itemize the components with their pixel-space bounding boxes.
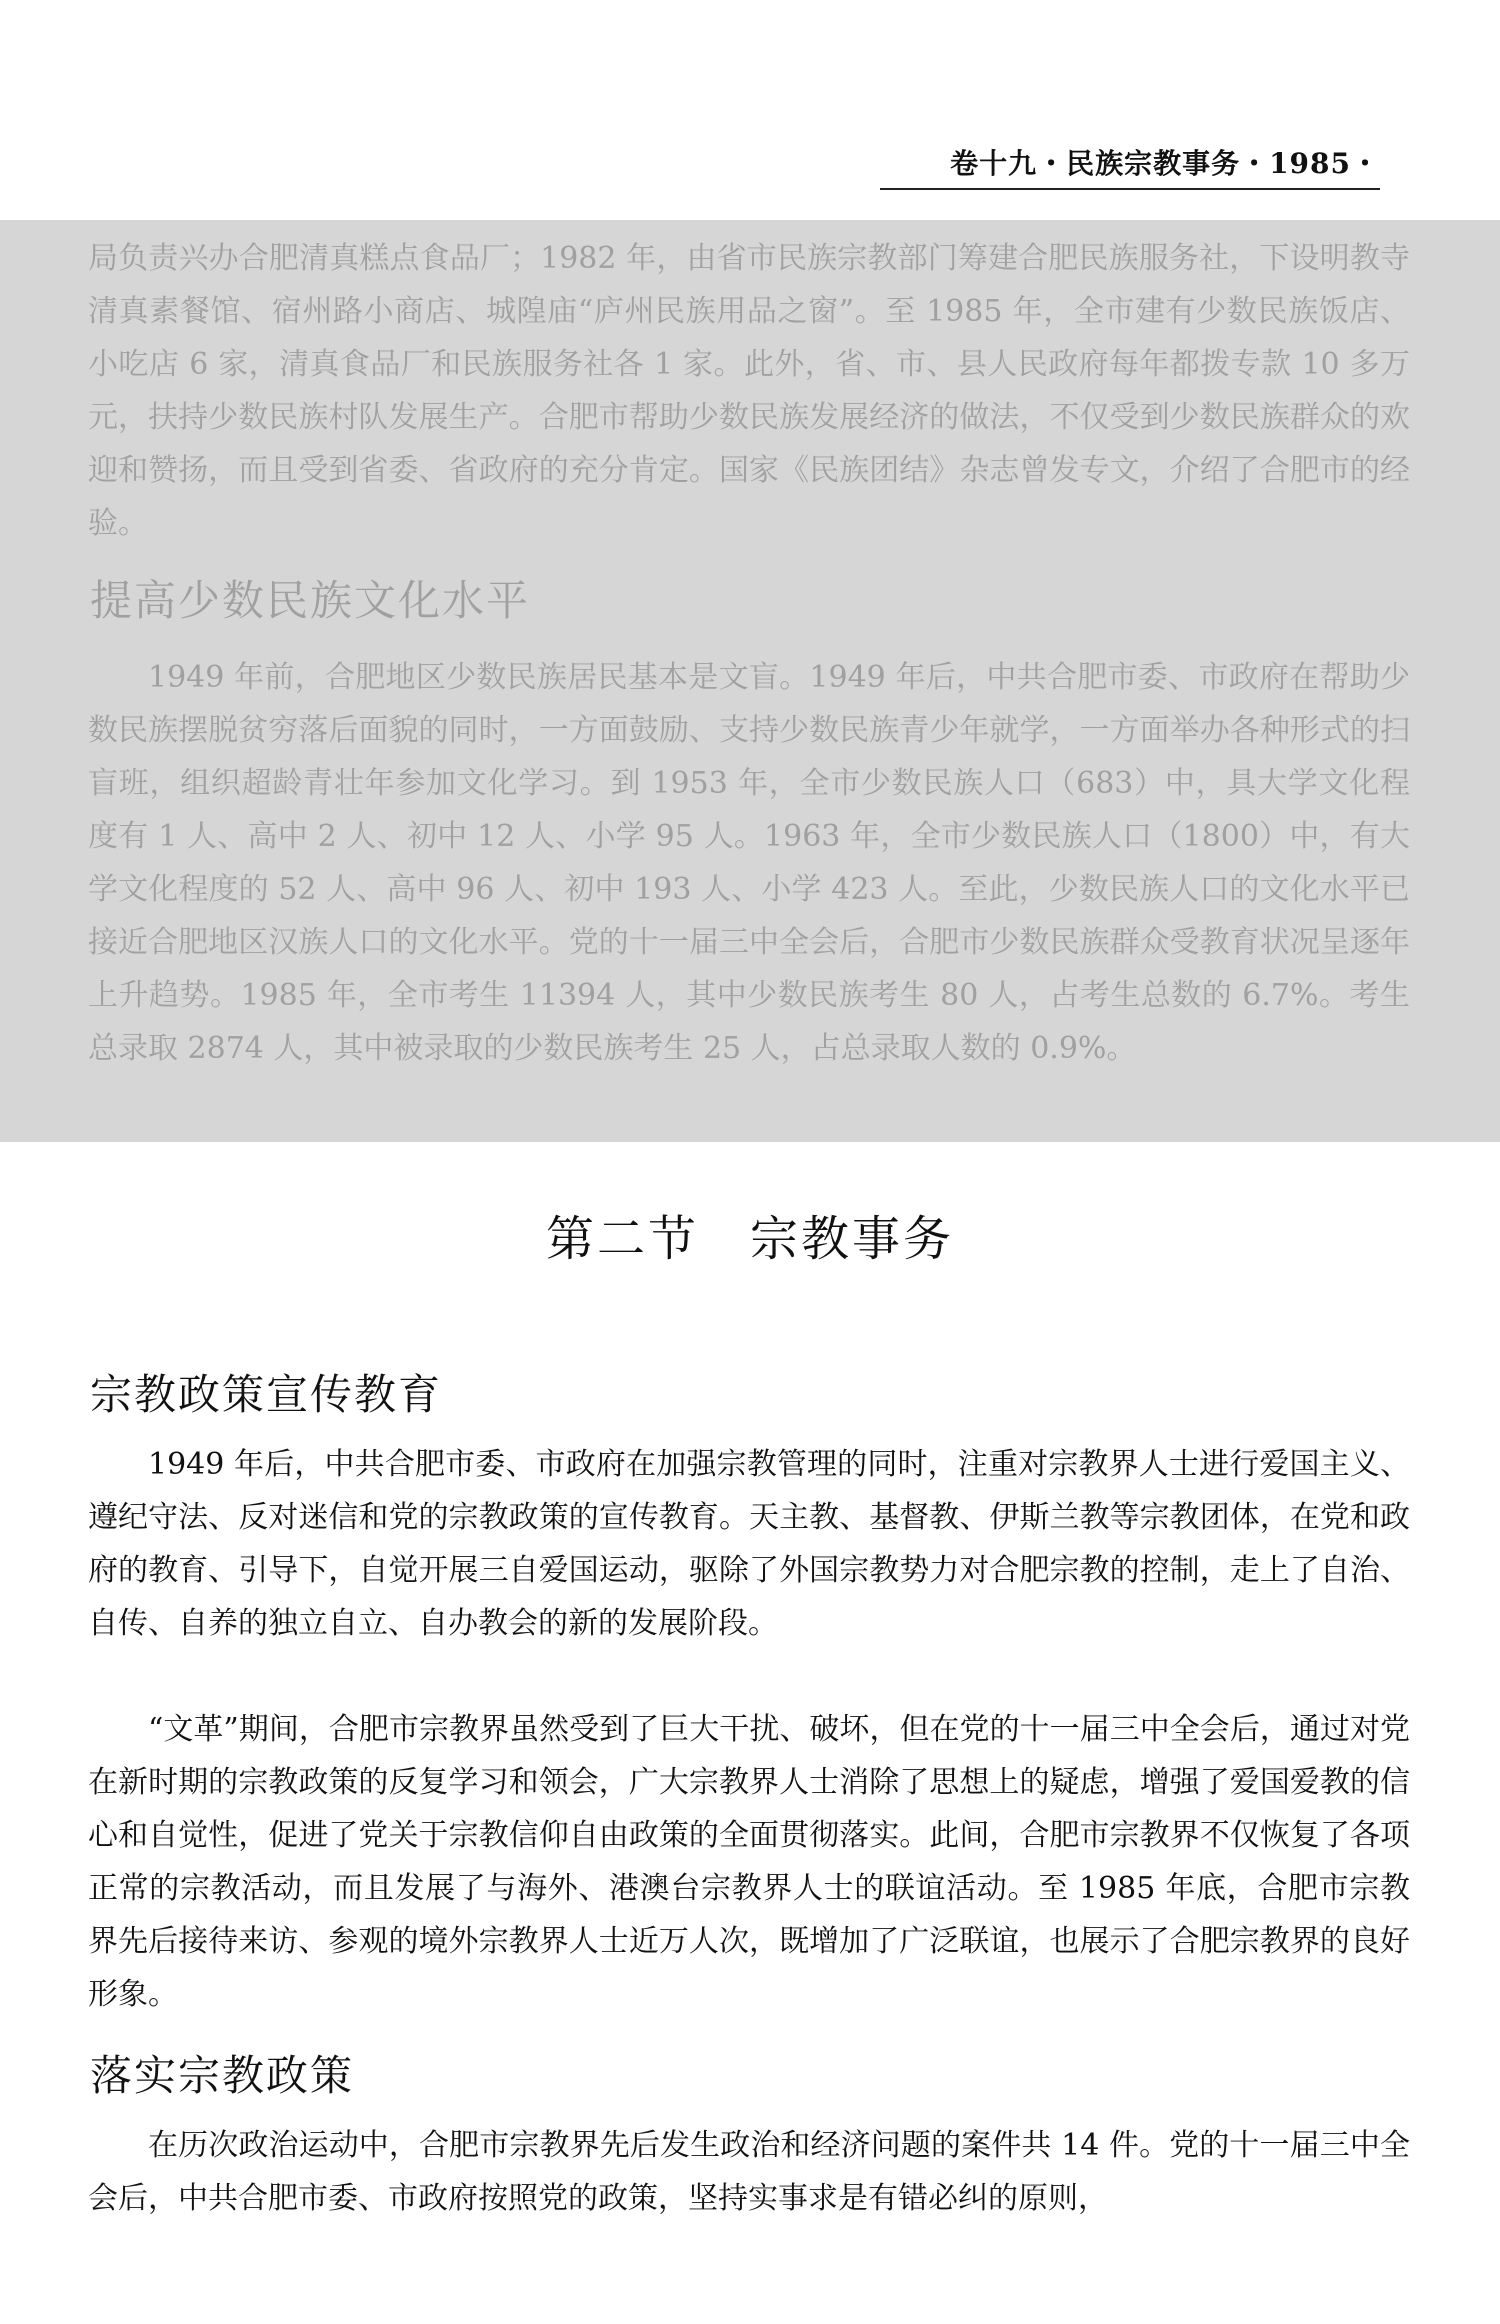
paragraph-economy: 局负责兴办合肥清真糕点食品厂；1982 年，由省市民族宗教部门筹建合肥民族服务社，下设明教寺清真素餐馆、宿州路小商店、城隍庙“庐州民族用品之窗”。至 1985 年，全市建有少数民族饭店、小吃店 6 家，清真食品厂和民族服务社各 1 家。此外，省、市、县人民政府每年都拨专款 10 多万元，扶持少数民族村队发展生产。合肥市帮助少数民族发展经济的做法，不仅受到少数民族群众的欢迎和赞扬，而且受到省委、省政府的充分肯定。国家《民族团结》杂志曾发专文，介绍了合肥市的经验。 xyxy=(88,241,1410,541)
running-header: 卷十九・民族宗教事务・1985・ xyxy=(880,142,1380,190)
paragraph-culture-level: 1949 年前，合肥地区少数民族居民基本是文盲。1949 年后，中共合肥市委、市政府在帮助少数民族摆脱贫穷落后面貌的同时，一方面鼓励、支持少数民族青少年就学，一方面举办各种形式的扫盲班，组织超龄青壮年参加文化学习。到 1953 年，全市少数民族人口（683）中，具大学文化程度有 1 人、高中 2 人、初中 12 人、小学 95 人。1963 年，全市少数民族人口（1800）中，有大学文化程度的 52 人、高中 96 人、初中 193 人、小学 423 人。至此，少数民族人口的文化水平已接近合肥地区汉族人口的文化水平。党的十一届三中全会后，合肥市少数民族群众受教育状况呈逐年上升趋势。1985 年，全市考生 11394 人，其中少数民族考生 80 人，占考生总数的 6.7%。考生总录取 2874 人，其中被录取的少数民族考生 25 人，占总录取人数的 0.9%。 xyxy=(88,660,1410,1066)
paragraph-policy-education: 1949 年后，中共合肥市委、市政府在加强宗教管理的同时，注重对宗教界人士进行爱国主义、遵纪守法、反对迷信和党的宗教政策的宣传教育。天主教、基督教、伊斯兰教等宗教团体，在党和政府的教育、引导下，自觉开展三自爱国运动，驱除了外国宗教势力对合肥宗教的控制，走上了自治、自传、自养的独立自立、自办教会的新的发展阶段。 xyxy=(88,1447,1410,1641)
section-title: 第二节 宗教事务 xyxy=(545,1211,954,1267)
heading-culture-level: 提高少数民族文化水平 xyxy=(90,576,531,625)
previous-section-block xyxy=(0,220,1500,1142)
heading-implement-policy: 落实宗教政策 xyxy=(90,2051,355,2100)
heading-policy-education: 宗教政策宣传教育 xyxy=(90,1370,443,1419)
paragraph-implement-policy: 在历次政治运动中，合肥市宗教界先后发生政治和经济问题的案件共 14 件。党的十一届三中全会后，中共合肥市委、市政府按照党的政策，坚持实事求是有错必纠的原则， xyxy=(88,2128,1410,2216)
paragraph-cultural-revolution: “文革”期间，合肥市宗教界虽然受到了巨大干扰、破坏，但在党的十一届三中全会后，通过对党在新时期的宗教政策的反复学习和领会，广大宗教界人士消除了思想上的疑虑，增强了爱国爱教的信心和自觉性，促进了党关于宗教信仰自由政策的全面贯彻落实。此间，合肥市宗教界不仅恢复了各项正常的宗教活动，而且发展了与海外、港澳台宗教界人士的联谊活动。至 1985 年底，合肥市宗教界先后接待来访、参观的境外宗教界人士近万人次，既增加了广泛联谊，也展示了合肥宗教界的良好形象。 xyxy=(88,1712,1410,2012)
